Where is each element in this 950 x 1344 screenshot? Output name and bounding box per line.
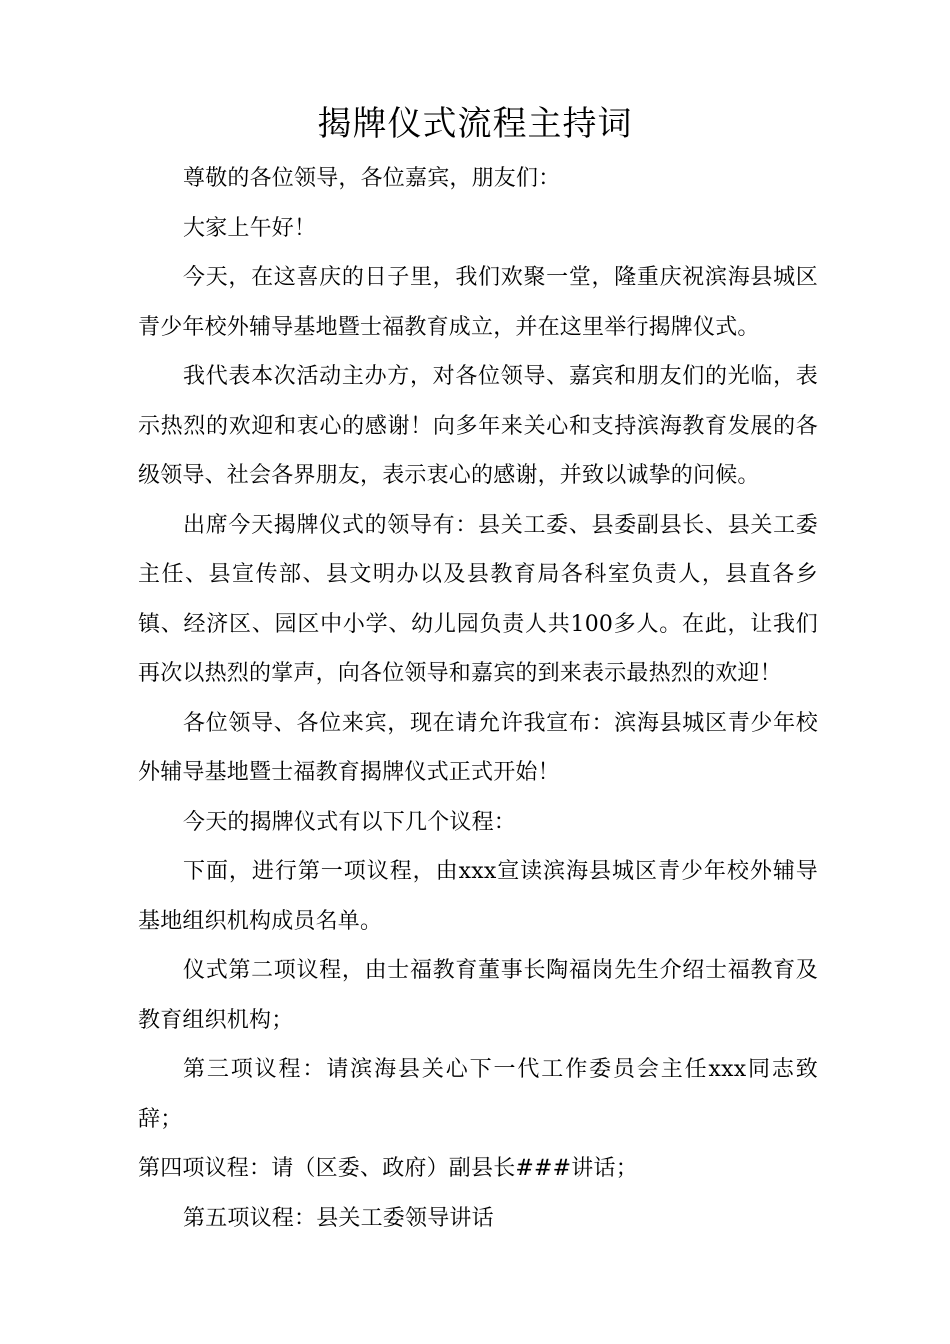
paragraph-agenda-item-4: 第四项议程：请（区委、政府）副县长###讲话； [138, 1156, 638, 1181]
paragraph-salutation: 尊敬的各位领导，各位嘉宾，朋友们： [183, 166, 561, 191]
paragraph-agenda-item-1: 下面，进行第一项议程，由xxx宣读滨海县城区青少年校外辅导基地组织机构成员名单。 [138, 859, 818, 934]
paragraph-agenda-item-2: 仪式第二项议程，由士福教育董事长陶福岗先生介绍士福教育及教育组织机构； [138, 958, 818, 1033]
paragraph-greeting: 大家上午好！ [183, 215, 317, 241]
paragraph-agenda-item-5: 第五项议程：县关工委领导讲话 [183, 1205, 494, 1231]
document-title: 揭牌仪式流程主持词 [317, 104, 633, 144]
paragraph-welcome: 我代表本次活动主办方，对各位领导、嘉宾和朋友们的光临，表示热烈的欢迎和衷心的感谢！向多年来关心和支持滨海教育发展的各级领导、社会各界朋友，表示衷心的感谢，并致以诚挚的问候。 [138, 364, 818, 488]
paragraph-opening: 今天，在这喜庆的日子里，我们欢聚一堂，隆重庆祝滨海县城区青少年校外辅导基地暨士福教育成立，并在这里举行揭牌仪式。 [138, 265, 818, 340]
paragraph-agenda-item-3: 第三项议程：请滨海县关心下一代工作委员会主任xxx同志致辞； [138, 1057, 818, 1132]
paragraph-attendees: 出席今天揭牌仪式的领导有：县关工委、县委副县长、县关工委主任、县宣传部、县文明办以及县教育局各科室负责人，县直各乡镇、经济区、园区中小学、幼儿园负责人共100多人。在此，让我们再次以热烈的掌声，向各位领导和嘉宾的到来表示最热烈的欢迎！ [138, 512, 818, 686]
document-body [138, 154, 818, 1243]
paragraph-announcement: 各位领导、各位来宾，现在请允许我宣布：滨海县城区青少年校外辅导基地暨士福教育揭牌仪式正式开始！ [138, 710, 818, 785]
paragraph-agenda-intro: 今天的揭牌仪式有以下几个议程： [183, 809, 517, 835]
